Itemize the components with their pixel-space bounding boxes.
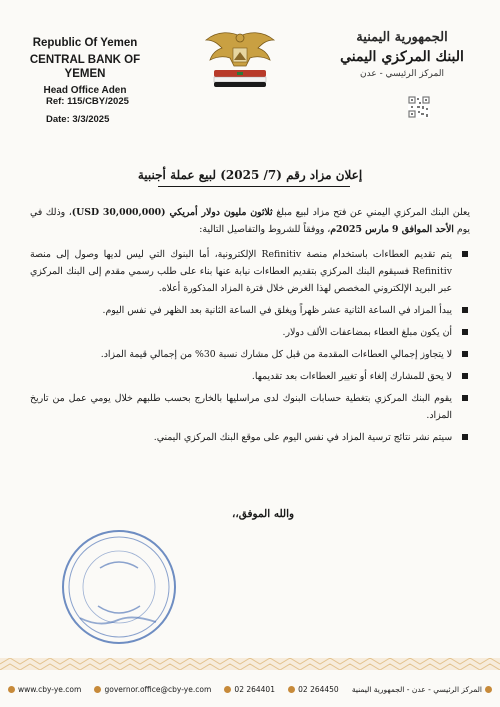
condition-item: لا يتجاوز إجمالي العطاءات المقدمة من قبل كل مشارك نسبة 30% من إجمالي قيمة المزاد. <box>30 346 470 363</box>
condition-item: سيتم نشر نتائج ترسية المزاد في نفس اليوم على موقع البنك المركزي اليمني. <box>30 429 470 446</box>
phone-2-text: 02 264450 <box>298 684 339 694</box>
email-text: governor.office@cby-ye.com <box>104 684 212 694</box>
footer-phone-2 <box>288 685 339 694</box>
qr-code-icon <box>408 96 430 118</box>
mail-icon <box>94 686 101 693</box>
phone-icon <box>224 686 231 693</box>
footer-decorative-band <box>0 658 500 670</box>
address-text: المركز الرئيسي - عدن - الجمهورية اليمنية <box>351 684 482 694</box>
condition-item: يتم تقديم العطاءات باستخدام منصة Refinitiv الإلكترونية، أما البنوك التي ليس لديها وصول إلى منصة Refinitiv فسيقوم البنك المركزي بتقديم العطاءات نيابة عنها بناء على طلب رسمي مقدم إلى البنك المركزي عبر البريد الإلكتروني المخصص لهذا الغرض خلال فترة المزاد المذكورة أعلاه. <box>30 246 470 297</box>
reference-number: Ref: 115/CBY/2025 <box>46 96 129 107</box>
yemen-eagle-emblem-icon <box>204 26 276 90</box>
conditions-list <box>30 246 470 446</box>
condition-item: أن يكون مبلغ العطاء بمضاعفات الألف دولار. <box>30 324 470 341</box>
bank-name-arabic: البنك المركزي اليمني <box>340 49 464 65</box>
footer-email[interactable] <box>94 685 211 694</box>
intro-paragraph <box>30 204 470 238</box>
auction-day: الأحد الموافق 9 مارس 2025م <box>330 224 454 235</box>
globe-icon <box>8 686 15 693</box>
auction-amount: ثلاثون مليون دولار أمريكي (30,000,000 USD) <box>71 207 273 218</box>
country-arabic: الجمهورية اليمنية <box>356 30 448 45</box>
office-english: Head Office Aden <box>43 85 127 96</box>
header-left <box>20 36 150 97</box>
intro-text-1: يعلن البنك المركزي اليمني عن فتح مزاد لبيع مبلغ <box>272 207 471 218</box>
footer-website[interactable] <box>8 685 81 694</box>
footer-phone-1 <box>224 685 275 694</box>
title-underline <box>158 186 350 187</box>
country-english: Republic Of Yemen <box>32 37 138 49</box>
fax-icon <box>288 686 295 693</box>
header-right <box>332 30 472 79</box>
phone-1-text: 02 264401 <box>234 684 275 694</box>
intro-text-2: ، وذلك في يوم <box>30 207 470 235</box>
bank-name-english: CENTRAL BANK OF YEMEN <box>29 54 141 80</box>
footer-contacts <box>8 682 492 696</box>
document-date: Date: 3/3/2025 <box>46 114 110 125</box>
condition-item: يبدأ المزاد في الساعة الثانية عشر ظهراً ويغلق في الساعة الثانية بعد الظهر في نفس اليوم. <box>30 302 470 319</box>
closing-phrase: والله الموفق،، <box>232 508 295 520</box>
footer-address <box>352 685 492 694</box>
announcement-body <box>30 204 470 451</box>
office-arabic: المركز الرئيسي - عدن <box>360 69 444 79</box>
announcement-title: إعلان مزاد رقم (7/ 2025) لبيع عملة أجنبية <box>137 168 363 182</box>
location-pin-icon <box>485 686 492 693</box>
intro-text-3: ، ووفقاً للشروط والتفاصيل التالية: <box>199 224 331 235</box>
condition-item: يقوم البنك المركزي بتغطية حسابات البنوك لدى مراسليها بالخارج بحسب طلبهم خلال يومي عمل من تاريخ المزاد. <box>30 390 470 424</box>
website-text: www.cby-ye.com <box>18 684 82 694</box>
condition-item: لا يحق للمشارك إلغاء أو تغيير العطاءات بعد تقديمها. <box>30 368 470 385</box>
bank-stamp-icon <box>60 528 178 646</box>
